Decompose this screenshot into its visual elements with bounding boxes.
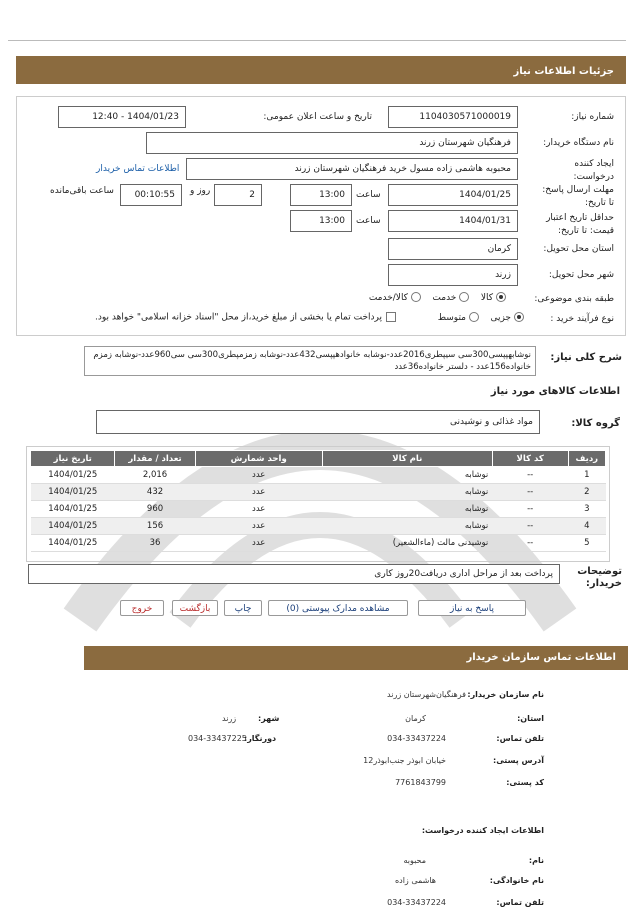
fax-value: 034-33437225 (188, 734, 247, 743)
print-button[interactable]: چاپ (224, 600, 262, 616)
radio-icon[interactable] (469, 312, 479, 322)
goods-section-title: اطلاعات کالاهای مورد نیاز (490, 386, 620, 397)
goods-group-label: گروه کالا: (571, 418, 620, 429)
city-contact-value: زرند (222, 714, 237, 723)
announce-label: تاریخ و ساعت اعلان عمومی: (263, 112, 372, 122)
fax-label: دورنگار: (244, 734, 277, 743)
unit: عدد (195, 535, 322, 552)
quantity: 432 (115, 484, 195, 501)
exit-button[interactable]: خروج (120, 600, 164, 616)
radio-selected-icon[interactable] (496, 292, 506, 302)
creator-label: ایجاد کننده درخواست: (573, 159, 614, 182)
item-name: نوشابه (322, 518, 492, 535)
first-name-label: نام: (528, 856, 544, 865)
category-label: طبقه بندی موضوعی: (534, 294, 614, 304)
phone-value: 034-33437224 (387, 734, 446, 743)
goods-table-header (31, 451, 606, 467)
summary-label: شرح کلی نیاز: (550, 352, 622, 363)
category-option-goods[interactable]: کالا (481, 293, 506, 303)
address-label: آدرس پستی: (493, 756, 544, 765)
announce-field: 1404/01/23 - 12:40 (58, 106, 186, 128)
days-field: 2 (214, 184, 262, 206)
col-unit: واحد شمارش (195, 451, 322, 467)
goods-group-field: مواد غذائی و نوشیدنی (96, 410, 540, 434)
item-name: نوشابه (322, 484, 492, 501)
postal-label: کد پستی: (506, 778, 544, 787)
table-row (31, 467, 606, 484)
quantity: 156 (115, 518, 195, 535)
process-options (420, 312, 524, 323)
item-code: -- (492, 467, 568, 484)
quantity: 960 (115, 501, 195, 518)
need-date: 1404/01/25 (31, 518, 115, 535)
reply-deadline-label: مهلت ارسال پاسخ: تا تاریخ: (542, 185, 614, 208)
page-title: جزئیات اطلاعات نیاز (16, 56, 626, 84)
table-row (31, 518, 606, 535)
need-date: 1404/01/25 (31, 467, 115, 484)
quantity: 2,016 (115, 467, 195, 484)
remaining-label: ساعت باقی‌مانده (50, 186, 114, 196)
process-label: نوع فرآیند خرید : (550, 314, 614, 324)
org-name-value: فرهنگیان‌شهرستان زرند (387, 690, 466, 699)
table-row (31, 501, 606, 518)
last-name-label: نام خانوادگی: (489, 876, 544, 885)
need-number-label: شماره نیاز: (571, 112, 614, 122)
process-option-minor[interactable]: جزیی (490, 313, 524, 323)
province-contact-value: کرمان (405, 714, 426, 723)
item-name: نوشابه (322, 501, 492, 518)
row-number: 1 (568, 467, 605, 484)
creator-phone-label: تلفن تماس: (496, 898, 544, 907)
item-code: -- (492, 484, 568, 501)
need-date: 1404/01/25 (31, 484, 115, 501)
item-name: نوشابه (322, 467, 492, 484)
item-code: -- (492, 535, 568, 552)
need-number-field: 1104030571000019 (388, 106, 518, 128)
item-code: -- (492, 501, 568, 518)
goods-table (30, 450, 606, 552)
col-date: تاریخ نیاز (31, 451, 115, 467)
province-label: استان محل تحویل: (543, 244, 614, 254)
view-attachments-button[interactable]: مشاهده مدارک پیوستی (0) (268, 600, 408, 616)
need-date: 1404/01/25 (31, 535, 115, 552)
buyer-notes-label: توضیحات خریدار: (577, 566, 622, 589)
col-row: ردیف (568, 451, 605, 467)
row-number: 4 (568, 518, 605, 535)
need-date: 1404/01/25 (31, 501, 115, 518)
goods-table-body (31, 467, 606, 552)
city-label: شهر محل تحویل: (548, 270, 614, 280)
phone-label: تلفن تماس: (496, 734, 544, 743)
org-name-label: نام سازمان خریدار: (467, 690, 544, 699)
quantity: 36 (115, 535, 195, 552)
row-number: 3 (568, 501, 605, 518)
treasury-payment-option[interactable]: پرداخت تمام یا بخشی از مبلغ خرید،از محل "اسناد خزانه اسلامی" خواهد بود. (22, 312, 396, 323)
buyer-notes-field: پرداخت بعد از مراحل اداری دریافت20روز کاری (28, 564, 560, 584)
category-option-both[interactable]: کالا/خدمت (369, 293, 421, 303)
validity-time-label: ساعت (356, 216, 381, 226)
creator-field: محبوبه هاشمی زاده مسول خرید فرهنگیان شهرستان زرند (186, 158, 518, 180)
table-row (31, 484, 606, 501)
radio-selected-icon[interactable] (514, 312, 524, 322)
unit: عدد (195, 484, 322, 501)
back-button[interactable]: بازگشت (172, 600, 218, 616)
unit: عدد (195, 501, 322, 518)
contact-section-title: اطلاعات تماس سازمان خریدار (84, 646, 628, 670)
reply-time-label: ساعت (356, 190, 381, 200)
buyer-org-label: نام دستگاه خریدار: (543, 138, 614, 148)
province-contact-label: استان: (517, 714, 544, 723)
city-contact-label: شهر: (258, 714, 280, 723)
category-options (330, 292, 506, 303)
remaining-time-field: 00:10:55 (120, 184, 182, 206)
reply-to-need-button[interactable]: پاسخ به نیاز (418, 600, 526, 616)
table-row (31, 535, 606, 552)
validity-time-field: 13:00 (290, 210, 352, 232)
process-option-medium[interactable]: متوسط (438, 313, 479, 323)
province-field: کرمان (388, 238, 518, 260)
validity-date-field: 1404/01/31 (388, 210, 518, 232)
creator-section-title: اطلاعات ایجاد کننده درخواست: (421, 826, 544, 835)
address-value: خیابان ابوذر جنب‌ابوذر12 (363, 756, 446, 765)
last-name-value: هاشمی زاده (394, 876, 436, 885)
row-number: 2 (568, 484, 605, 501)
reply-date-field: 1404/01/25 (388, 184, 518, 206)
city-field: زرند (388, 264, 518, 286)
days-label: روز و (190, 186, 211, 196)
summary-text: نوشابهپپسی300سی سیپطری2016عدد-نوشابه خانوادهپپسی432عدد-نوشابه زمزمپطری300سی سی960عدد-نوشابه زمزم خانواده156عدد - دلستر خانواده36عدد (84, 346, 536, 376)
top-divider (8, 40, 626, 41)
col-name: نام کالا (322, 451, 492, 467)
unit: عدد (195, 518, 322, 535)
radio-icon[interactable] (459, 292, 469, 302)
category-option-service[interactable]: خدمت (432, 293, 469, 303)
item-name: نوشیدنی مالت (ماءالشعیر) (322, 535, 492, 552)
buyer-org-field: فرهنگیان شهرستان زرند (146, 132, 518, 154)
validity-label: حداقل تاریخ اعتبار قیمت: تا تاریخ: (546, 213, 614, 236)
postal-value: 7761843799 (395, 778, 446, 787)
buyer-contact-link[interactable]: اطلاعات تماس خریدار (96, 164, 180, 174)
item-code: -- (492, 518, 568, 535)
col-qty: تعداد / مقدار (115, 451, 195, 467)
creator-phone-value: 034-33437224 (387, 898, 446, 907)
unit: عدد (195, 467, 322, 484)
col-code: کد کالا (492, 451, 568, 467)
radio-icon[interactable] (411, 292, 421, 302)
first-name-value: محبوبه (403, 856, 426, 865)
reply-time-field: 13:00 (290, 184, 352, 206)
row-number: 5 (568, 535, 605, 552)
checkbox-icon[interactable] (386, 312, 396, 322)
